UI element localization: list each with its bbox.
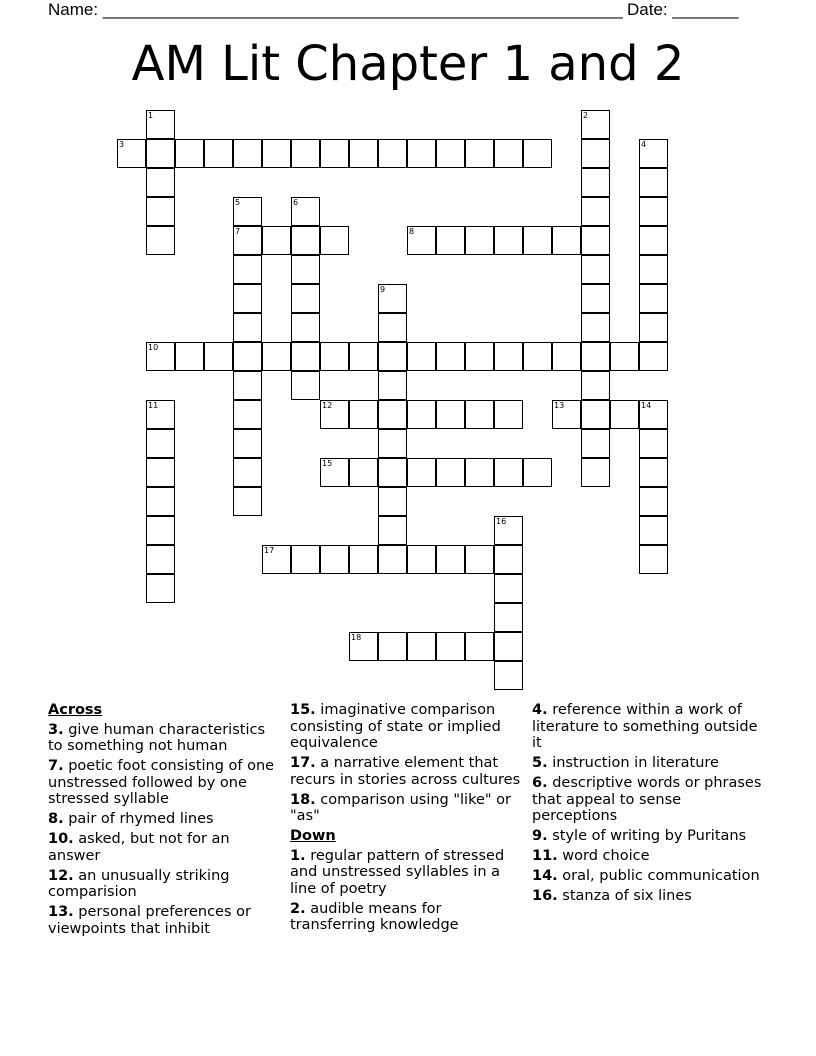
grid-cell[interactable]	[349, 342, 378, 371]
grid-cell[interactable]	[204, 139, 233, 168]
grid-cell[interactable]	[494, 632, 523, 661]
grid-cell[interactable]	[378, 284, 407, 313]
clue-number-label: 5	[235, 198, 241, 207]
grid-cell[interactable]	[291, 313, 320, 342]
grid-cell[interactable]	[233, 197, 262, 226]
grid-cell[interactable]	[233, 139, 262, 168]
down-heading: Down	[290, 828, 336, 844]
grid-cell[interactable]	[639, 458, 668, 487]
clue-text: personal preferences or viewpoints that inhibit	[48, 904, 251, 937]
clue-text: audible means for transferring knowledge	[290, 900, 459, 933]
grid-cell[interactable]	[233, 371, 262, 400]
clue-text: imaginative comparison consisting of state or implied equivalence	[290, 702, 501, 751]
clue-text: a narrative element that recurs in stories across cultures	[290, 755, 521, 788]
grid-cell[interactable]	[175, 342, 204, 371]
grid-cell[interactable]	[581, 429, 610, 458]
grid-cell[interactable]	[639, 545, 668, 574]
grid-cell[interactable]	[639, 197, 668, 226]
grid-cell[interactable]	[639, 284, 668, 313]
clue-down-2	[290, 901, 522, 934]
grid-cell[interactable]	[233, 458, 262, 487]
clue-text: reference within a work of literature to something outside it	[532, 702, 758, 751]
clue-across-15	[290, 702, 522, 752]
clue-down-4	[532, 702, 764, 752]
grid-cell[interactable]	[407, 400, 436, 429]
grid-cell[interactable]	[262, 226, 291, 255]
grid-cell[interactable]	[146, 226, 175, 255]
clue-number-label: 6	[293, 198, 299, 207]
grid-cell[interactable]	[291, 255, 320, 284]
grid-cell[interactable]	[552, 226, 581, 255]
grid-cell[interactable]	[465, 400, 494, 429]
clue-number: 7.	[48, 758, 64, 774]
grid-cell[interactable]	[320, 400, 349, 429]
grid-cell[interactable]	[581, 197, 610, 226]
grid-cell[interactable]	[378, 139, 407, 168]
grid-cell[interactable]	[146, 342, 175, 371]
grid-cell[interactable]	[465, 139, 494, 168]
grid-cell[interactable]	[349, 400, 378, 429]
grid-cell[interactable]	[407, 226, 436, 255]
clue-text: pair of rhymed lines	[68, 811, 214, 827]
grid-cell[interactable]	[378, 400, 407, 429]
grid-cell[interactable]	[639, 313, 668, 342]
grid-cell[interactable]	[378, 371, 407, 400]
grid-cell[interactable]	[552, 400, 581, 429]
across-heading: Across	[48, 702, 103, 718]
clue-number: 6.	[532, 775, 548, 791]
clue-down-14	[532, 868, 764, 885]
clue-text: style of writing by Puritans	[552, 828, 747, 844]
grid-cell[interactable]	[610, 400, 639, 429]
grid-cell[interactable]	[320, 458, 349, 487]
grid-cell[interactable]	[349, 545, 378, 574]
grid-cell[interactable]	[639, 487, 668, 516]
grid-cell[interactable]	[494, 603, 523, 632]
grid-cell[interactable]	[407, 342, 436, 371]
grid-cell[interactable]	[117, 139, 146, 168]
grid-cell[interactable]	[639, 400, 668, 429]
grid-cell[interactable]	[639, 139, 668, 168]
grid-cell[interactable]	[320, 226, 349, 255]
grid-cell[interactable]	[233, 284, 262, 313]
grid-cell[interactable]	[320, 342, 349, 371]
clue-number: 14.	[532, 868, 558, 884]
clue-number-label: 11	[148, 401, 159, 410]
grid-cell[interactable]	[407, 632, 436, 661]
date-line: Date: _______	[627, 0, 739, 19]
grid-cell[interactable]	[581, 226, 610, 255]
grid-cell[interactable]	[523, 458, 552, 487]
clue-across-10	[48, 831, 278, 864]
clue-text: an unusually striking comparision	[48, 867, 230, 900]
clue-down-9	[532, 828, 764, 845]
grid-cell[interactable]	[233, 313, 262, 342]
clue-number: 1.	[290, 847, 306, 864]
clue-across-18	[290, 792, 522, 825]
grid-cell[interactable]	[465, 545, 494, 574]
clue-text: give human characteristics to something not human	[48, 721, 266, 754]
grid-cell[interactable]	[204, 342, 233, 371]
grid-cell[interactable]	[581, 255, 610, 284]
clue-down-6	[532, 775, 764, 825]
grid-cell[interactable]	[581, 342, 610, 371]
clue-number-label: 3	[119, 140, 125, 149]
clue-down-1	[290, 848, 522, 898]
grid-cell[interactable]	[291, 226, 320, 255]
clue-number-label: 7	[235, 227, 241, 236]
grid-cell[interactable]	[378, 313, 407, 342]
clue-text: poetic foot consisting of one unstressed followed by one stressed syllable	[48, 758, 275, 807]
clue-number: 12.	[48, 867, 74, 884]
grid-cell[interactable]	[465, 632, 494, 661]
grid-cell[interactable]	[639, 168, 668, 197]
grid-cell[interactable]	[581, 400, 610, 429]
clues-column-2	[290, 702, 522, 937]
grid-cell[interactable]	[146, 400, 175, 429]
clue-number: 18.	[290, 791, 316, 808]
grid-cell[interactable]	[146, 545, 175, 574]
clue-text: descriptive words or phrases that appeal to sense perceptions	[532, 775, 762, 824]
grid-cell[interactable]	[494, 458, 523, 487]
clue-across-17	[290, 755, 522, 788]
grid-cell[interactable]	[581, 313, 610, 342]
grid-cell[interactable]	[233, 255, 262, 284]
clue-number: 3.	[48, 721, 64, 738]
clue-number-label: 17	[264, 546, 275, 555]
grid-cell[interactable]	[639, 342, 668, 371]
grid-cell[interactable]	[233, 400, 262, 429]
grid-cell[interactable]	[436, 139, 465, 168]
grid-cell[interactable]	[291, 545, 320, 574]
grid-cell[interactable]	[262, 342, 291, 371]
clue-number-label: 12	[322, 401, 333, 410]
grid-cell[interactable]	[349, 139, 378, 168]
grid-cell[interactable]	[494, 139, 523, 168]
grid-cell[interactable]	[436, 458, 465, 487]
grid-cell[interactable]	[320, 139, 349, 168]
clue-text: regular pattern of stressed and unstressed syllables in a line of poetry	[290, 847, 505, 897]
grid-cell[interactable]	[552, 342, 581, 371]
grid-cell[interactable]	[233, 429, 262, 458]
grid-cell[interactable]	[291, 139, 320, 168]
clue-number: 15.	[290, 702, 316, 718]
clue-number: 5.	[532, 755, 548, 771]
clue-number: 16.	[532, 888, 558, 904]
clue-number: 9.	[532, 828, 548, 844]
grid-cell[interactable]	[146, 139, 175, 168]
grid-cell[interactable]	[146, 197, 175, 226]
clue-number: 4.	[532, 702, 548, 718]
clue-text: oral, public communication	[562, 868, 760, 884]
grid-cell[interactable]	[175, 139, 204, 168]
grid-cell[interactable]	[436, 342, 465, 371]
clue-across-3	[48, 722, 278, 755]
grid-cell[interactable]	[291, 284, 320, 313]
clues-column-1	[48, 702, 278, 941]
clue-across-12	[48, 868, 278, 901]
grid-cell[interactable]	[581, 371, 610, 400]
clue-number: 10.	[48, 831, 74, 847]
clue-number-label: 18	[351, 633, 362, 642]
clue-text: asked, but not for an answer	[48, 831, 230, 864]
grid-cell[interactable]	[581, 110, 610, 139]
clue-down-5	[532, 755, 764, 772]
clue-number: 2.	[290, 900, 306, 917]
grid-cell[interactable]	[436, 632, 465, 661]
grid-cell[interactable]	[639, 226, 668, 255]
clue-across-13	[48, 904, 278, 937]
grid-cell[interactable]	[378, 429, 407, 458]
grid-cell[interactable]	[146, 168, 175, 197]
grid-cell[interactable]	[494, 400, 523, 429]
grid-cell[interactable]	[262, 139, 291, 168]
grid-cell[interactable]	[494, 342, 523, 371]
grid-cell[interactable]	[523, 226, 552, 255]
grid-cell[interactable]	[378, 516, 407, 545]
grid-cell[interactable]	[378, 545, 407, 574]
clue-text: instruction in literature	[552, 755, 719, 771]
clue-number-label: 8	[409, 227, 415, 236]
clue-across-7	[48, 758, 278, 808]
grid-cell[interactable]	[581, 458, 610, 487]
clue-number-label: 13	[554, 401, 565, 410]
grid-cell[interactable]	[610, 342, 639, 371]
grid-cell[interactable]	[146, 574, 175, 603]
clue-number-label: 14	[641, 401, 652, 410]
grid-cell[interactable]	[407, 545, 436, 574]
clue-number: 17.	[290, 755, 316, 771]
clue-number-label: 4	[641, 140, 647, 149]
grid-cell[interactable]	[494, 661, 523, 690]
grid-cell[interactable]	[233, 487, 262, 516]
clue-number-label: 9	[380, 285, 386, 294]
clue-text: stanza of six lines	[562, 888, 692, 904]
grid-cell[interactable]	[378, 458, 407, 487]
clue-number-label: 2	[583, 111, 589, 120]
grid-cell[interactable]	[349, 632, 378, 661]
grid-cell[interactable]	[233, 342, 262, 371]
grid-cell[interactable]	[407, 458, 436, 487]
name-line: Name: _______________________________________________________	[48, 0, 623, 19]
grid-cell[interactable]	[523, 139, 552, 168]
grid-cell[interactable]	[436, 400, 465, 429]
grid-cell[interactable]	[639, 516, 668, 545]
clue-number: 13.	[48, 904, 74, 920]
clue-number-label: 1	[148, 111, 154, 120]
grid-cell[interactable]	[407, 139, 436, 168]
grid-cell[interactable]	[291, 197, 320, 226]
grid-cell[interactable]	[378, 487, 407, 516]
grid-cell[interactable]	[465, 226, 494, 255]
grid-cell[interactable]	[291, 342, 320, 371]
grid-cell[interactable]	[146, 516, 175, 545]
clue-number: 8.	[48, 811, 64, 827]
clue-number-label: 10	[148, 343, 159, 352]
grid-cell[interactable]	[494, 545, 523, 574]
grid-cell[interactable]	[494, 574, 523, 603]
grid-cell[interactable]	[465, 342, 494, 371]
grid-cell[interactable]	[378, 342, 407, 371]
grid-cell[interactable]	[639, 255, 668, 284]
grid-cell[interactable]	[581, 168, 610, 197]
clues-column-3	[532, 702, 764, 908]
page-title: AM Lit Chapter 1 and 2	[131, 36, 685, 92]
clue-number-label: 15	[322, 459, 333, 468]
grid-cell[interactable]	[233, 226, 262, 255]
grid-cell[interactable]	[494, 516, 523, 545]
clue-down-16	[532, 888, 764, 905]
grid-cell[interactable]	[465, 458, 494, 487]
grid-cell[interactable]	[349, 458, 378, 487]
grid-cell[interactable]	[146, 487, 175, 516]
grid-cell[interactable]	[146, 110, 175, 139]
grid-cell[interactable]	[494, 226, 523, 255]
grid-cell[interactable]	[436, 545, 465, 574]
grid-cell[interactable]	[639, 429, 668, 458]
clue-text: comparison using "like" or "as"	[290, 791, 511, 824]
grid-cell[interactable]	[320, 545, 349, 574]
grid-cell[interactable]	[523, 342, 552, 371]
grid-cell[interactable]	[291, 371, 320, 400]
grid-cell[interactable]	[581, 139, 610, 168]
clue-across-8	[48, 811, 278, 828]
clue-down-11	[532, 848, 764, 865]
clue-number-label: 16	[496, 517, 507, 526]
grid-cell[interactable]	[378, 632, 407, 661]
clue-number: 11.	[532, 848, 558, 864]
grid-cell[interactable]	[146, 429, 175, 458]
grid-cell[interactable]	[146, 458, 175, 487]
clue-text: word choice	[562, 848, 650, 864]
grid-cell[interactable]	[262, 545, 291, 574]
grid-cell[interactable]	[436, 226, 465, 255]
grid-cell[interactable]	[581, 284, 610, 313]
